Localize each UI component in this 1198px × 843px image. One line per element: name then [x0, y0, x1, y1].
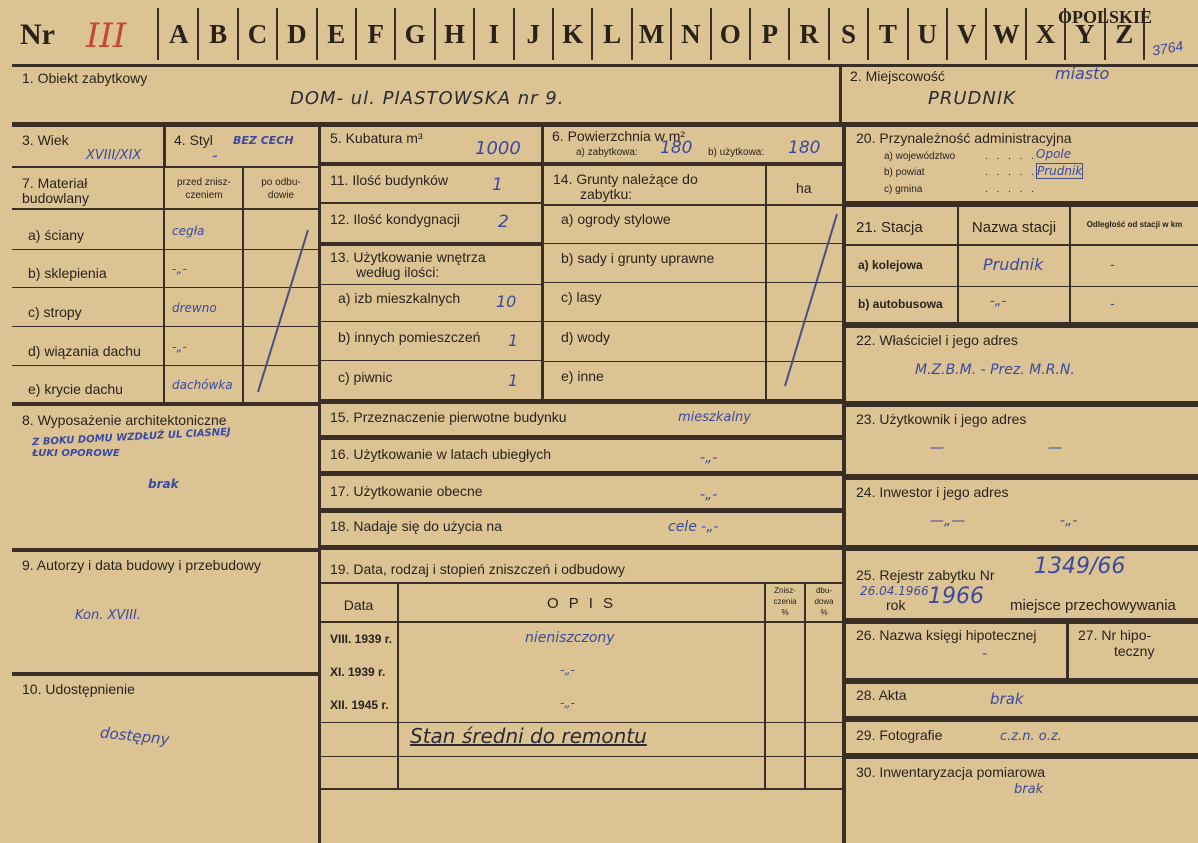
- field-4-value: BEZ CECH: [233, 134, 294, 147]
- index-letter: I: [488, 19, 500, 49]
- material-row-label: b) sklepienia: [28, 265, 107, 281]
- field-7-label-2: budowlany: [22, 190, 89, 206]
- field-25-nr-value: 1349/66: [1034, 554, 1126, 579]
- field-8-line1: Z BOKU DOMU WZDŁUŻ UL CIASNEJ: [31, 426, 231, 449]
- index-letter: F: [367, 19, 384, 49]
- field-22-label: 22. Właściciel i jego adres: [856, 332, 1018, 348]
- field-5-value: 1000: [475, 138, 521, 159]
- field-17-value: -„-: [700, 487, 718, 503]
- rule: [12, 672, 318, 676]
- index-letter: R: [799, 19, 819, 49]
- index-letter: D: [287, 19, 307, 49]
- damage-row-date: XII. 1945 r.: [330, 698, 389, 712]
- field-11-label: 11. Ilość budynków: [330, 172, 449, 188]
- field-14-label-2: zabytku:: [580, 186, 633, 202]
- field-2-label: 2. Miejscowość: [850, 68, 945, 84]
- rule: [318, 242, 542, 246]
- field-30-label: 30. Inwentaryzacja pomiarowa: [856, 764, 1046, 780]
- damage-row-opis: -„-: [560, 696, 575, 710]
- field-25-date-value: 26.04.1966: [860, 584, 929, 598]
- field-2-note: miasto: [1055, 64, 1110, 83]
- index-letter: E: [327, 19, 346, 49]
- damage-row-date: XI. 1939 r.: [330, 665, 386, 679]
- rule: [318, 284, 542, 285]
- admin-row-dots: . . . . .: [985, 151, 1038, 162]
- field-3-label: 3. Wiek: [22, 132, 69, 148]
- index-letter: H: [443, 19, 465, 49]
- index-letter: M: [638, 19, 665, 49]
- land-row-label: e) inne: [561, 368, 604, 384]
- index-letter: Y: [1075, 19, 1095, 49]
- index-letter: V: [956, 19, 977, 49]
- index-letter: L: [603, 19, 622, 49]
- field-27-label-1: 27. Nr hipo-: [1078, 627, 1152, 643]
- strike-line: [767, 206, 842, 400]
- field-25-label: 25. Rejestr zabytku Nr: [856, 567, 995, 583]
- admin-row-label: b) powiat: [884, 167, 925, 178]
- field-13-label-2: według ilości:: [356, 264, 440, 280]
- rule: [318, 545, 842, 550]
- field-27-label-2: teczny: [1114, 643, 1155, 659]
- vline: [1066, 622, 1069, 680]
- field-29-value: c.z.n. o.z.: [1000, 729, 1062, 744]
- strike-line: [244, 210, 318, 400]
- interior-row-label: c) piwnic: [338, 369, 393, 385]
- field-19-col-odbud-1: dbu-: [815, 586, 832, 595]
- region-label: OPOLSKIE: [1058, 7, 1153, 27]
- strike-line-mark: [785, 214, 837, 386]
- index-letter: T: [878, 19, 897, 49]
- field-8-line2: ŁUKI OPOROWE: [32, 448, 120, 459]
- vline: [839, 64, 842, 124]
- field-7-col-after-1: po odbu-: [261, 177, 301, 188]
- rule: [318, 471, 842, 476]
- material-row-value: dachówka: [172, 378, 233, 392]
- rule: [318, 435, 842, 440]
- corner-number: 3764: [1150, 37, 1185, 59]
- land-row-label: a) ogrody stylowe: [561, 211, 671, 227]
- interior-row-value: 1: [508, 331, 519, 350]
- field-19-col-odbud-3: %: [820, 608, 828, 617]
- admin-row-label: c) gmina: [884, 184, 923, 195]
- rule: [846, 716, 1198, 722]
- rule: [846, 286, 1198, 287]
- field-25-rok-label: rok: [886, 597, 906, 613]
- interior-row-label: a) izb mieszkalnych: [338, 290, 461, 306]
- rule: [846, 401, 1198, 407]
- admin-row-label: a) województwo: [884, 151, 956, 162]
- damage-row-opis: nieniszczony: [525, 630, 615, 646]
- field-23-label: 23. Użytkownik i jego adres: [856, 411, 1027, 427]
- field-21-col-dist: Odległość od stacji w km: [1086, 220, 1183, 229]
- field-19-col-znisz-1: Znisz-: [774, 586, 796, 595]
- material-row-label: c) stropy: [28, 304, 82, 320]
- rule: [846, 201, 1198, 207]
- rule: [318, 756, 842, 757]
- damage-row-opis: -„-: [560, 663, 575, 677]
- material-row-label: d) wiązania dachu: [28, 343, 141, 359]
- field-9-label: 9. Autorzy i data budowy i przebudowy: [22, 557, 261, 573]
- field-6-uzyt-value: 180: [788, 138, 821, 158]
- rule: [846, 322, 1198, 328]
- field-6-uzyt-label: b) użytkowa:: [708, 147, 765, 158]
- field-17-label: 17. Użytkowanie obecne: [330, 483, 483, 499]
- admin-row-dots: . . . . .: [985, 184, 1038, 195]
- admin-row-value: Prudnik: [1037, 164, 1083, 178]
- index-letter: O: [719, 19, 741, 49]
- rule: [12, 166, 318, 168]
- field-19-col-znisz-3: %: [781, 608, 789, 617]
- field-25-rok-value: 1966: [928, 584, 984, 609]
- rule: [12, 64, 1198, 67]
- station-row-dist: -: [1110, 297, 1115, 312]
- field-19-col-odbud-2: dowa: [814, 597, 834, 606]
- field-16-value: -„-: [700, 450, 718, 466]
- rule: [846, 753, 1198, 759]
- field-10-label: 10. Udostępnienie: [22, 681, 135, 697]
- rule: [846, 474, 1198, 480]
- index-letter: K: [562, 19, 584, 49]
- vline: [163, 168, 165, 404]
- field-18-label: 18. Nadaje się do użycia na: [330, 518, 502, 534]
- field-24-value-2: -„-: [1060, 513, 1078, 529]
- field-5-label: 5. Kubatura m³: [330, 130, 423, 146]
- field-7-col-before-2: czeniem: [185, 190, 223, 201]
- rule: [846, 545, 1198, 551]
- material-row-label: e) krycie dachu: [28, 381, 123, 397]
- index-letter: C: [247, 19, 268, 49]
- field-6-zab-value: 180: [660, 138, 693, 158]
- station-row-name: -„-: [990, 294, 1007, 309]
- field-19-col-opis: O P I S: [546, 595, 617, 612]
- field-25-storage-label: miejsce przechowywania: [1010, 597, 1176, 614]
- damage-row-date: VIII. 1939 r.: [330, 632, 393, 646]
- interior-row-label: b) innych pomieszczeń: [338, 329, 481, 345]
- nr-value: III: [86, 16, 127, 56]
- index-letter: X: [1035, 19, 1056, 49]
- field-12-value: 2: [498, 212, 509, 232]
- rule: [318, 162, 842, 166]
- field-30-value: brak: [1014, 782, 1044, 797]
- field-2-value: PRUDNIK: [928, 88, 1016, 109]
- rule: [12, 402, 318, 406]
- field-11-value: 1: [492, 175, 503, 195]
- field-29-label: 29. Fotografie: [856, 727, 943, 743]
- rule: [318, 788, 842, 790]
- field-21-label: 21. Stacja: [856, 219, 923, 236]
- field-26-label: 26. Nazwa księgi hipotecznej: [856, 627, 1037, 643]
- field-10-value: dostępny: [99, 723, 171, 749]
- rule: [12, 548, 318, 552]
- field-7-col-after-2: dowie: [267, 190, 295, 201]
- index-letter: S: [840, 19, 856, 49]
- interior-row-value: 1: [508, 371, 519, 390]
- field-14-unit: ha: [796, 180, 812, 196]
- field-6-zab-label: a) zabytkowa:: [576, 147, 638, 158]
- field-7-label-1: 7. Materiał: [22, 175, 88, 191]
- station-row-label: a) kolejowa: [858, 258, 923, 272]
- field-22-value: M.Z.B.M. - Prez. M.R.N.: [915, 362, 1075, 378]
- strike-line-mark: [258, 230, 308, 392]
- index-letter: U: [917, 19, 938, 49]
- field-1-label: 1. Obiekt zabytkowy: [22, 70, 148, 86]
- field-21-col-name: Nazwa stacji: [971, 219, 1057, 236]
- field-4-label: 4. Styl: [174, 132, 213, 148]
- field-18-value: cele -„-: [668, 519, 719, 535]
- field-28-label: 28. Akta: [856, 687, 907, 703]
- material-row-value: cegła: [172, 224, 205, 238]
- rule: [846, 678, 1198, 684]
- index-letter: J: [526, 19, 541, 49]
- field-19-summary: Stan średni do remontu: [410, 724, 647, 748]
- field-23-value-2: —: [1048, 440, 1062, 456]
- index-letter: A: [168, 19, 189, 49]
- field-8-label: 8. Wyposażenie architektoniczne: [22, 412, 227, 428]
- field-19-label: 19. Data, rodzaj i stopień zniszczeń i odbudowy: [330, 561, 625, 577]
- index-letter: B: [209, 19, 228, 49]
- land-row-label: c) lasy: [561, 289, 602, 305]
- field-9-value: Kon. XVIII.: [75, 608, 141, 623]
- material-row-value: drewno: [172, 301, 217, 315]
- station-row-name: Prudnik: [983, 255, 1044, 274]
- index-letter: W: [992, 19, 1020, 49]
- index-letter: P: [761, 19, 778, 49]
- field-15-value: mieszkalny: [678, 410, 751, 425]
- field-24-value-1: —„—: [930, 513, 966, 529]
- rule: [318, 399, 842, 404]
- field-1-value: DOM- ul. PIASTOWSKA nr 9.: [290, 88, 565, 109]
- field-28-value: brak: [990, 690, 1024, 708]
- field-20-label: 20. Przynależność administracyjna: [856, 130, 1072, 146]
- rule: [318, 321, 542, 322]
- field-19-col-znisz-2: czenia: [773, 597, 797, 606]
- admin-row-value: Opole: [1036, 147, 1072, 161]
- interior-row-value: 10: [496, 292, 517, 311]
- material-row-value: -„-: [172, 262, 187, 276]
- vline: [318, 126, 321, 843]
- admin-row-dots: . . . . .: [985, 167, 1038, 178]
- field-14-label-1: 14. Grunty należące do: [553, 171, 698, 187]
- rule: [318, 621, 842, 623]
- vline: [842, 126, 846, 843]
- field-7-col-before-1: przed znisz-: [177, 177, 231, 188]
- field-4-dash: -: [212, 146, 218, 165]
- index-letter: N: [681, 19, 701, 49]
- field-24-label: 24. Inwestor i jego adres: [856, 484, 1009, 500]
- index-letter: Z: [1115, 19, 1134, 49]
- field-19-col-date: Data: [343, 597, 374, 613]
- field-23-value-1: —: [930, 440, 944, 456]
- field-8-line3: brak: [148, 477, 179, 491]
- station-row-dist: -: [1110, 258, 1115, 273]
- vline: [397, 582, 399, 790]
- field-13-label-1: 13. Użytkowanie wnętrza: [330, 249, 486, 265]
- rule: [846, 244, 1198, 246]
- rule: [318, 202, 542, 204]
- rule: [318, 722, 842, 723]
- rule: [846, 618, 1198, 624]
- nr-label: Nr: [20, 18, 55, 51]
- material-row-label: a) ściany: [28, 227, 85, 243]
- field-6-label: 6. Powierzchnia w m²: [552, 128, 686, 144]
- land-row-label: b) sady i grunty uprawne: [561, 250, 715, 266]
- vline: [163, 126, 166, 168]
- station-row-label: b) autobusowa: [858, 297, 943, 311]
- field-26-value: -: [982, 646, 988, 662]
- rule: [12, 122, 1198, 127]
- field-3-value: XVIII/XIX: [86, 148, 142, 163]
- land-row-label: d) wody: [561, 329, 611, 345]
- field-12-label: 12. Ilość kondygnacji: [330, 211, 460, 227]
- rule: [318, 508, 842, 513]
- field-15-label: 15. Przeznaczenie pierwotne budynku: [330, 409, 567, 425]
- material-row-value: -„-: [172, 340, 187, 354]
- rule: [318, 360, 542, 361]
- index-letter: G: [404, 19, 426, 49]
- field-16-label: 16. Użytkowanie w latach ubiegłych: [330, 446, 552, 462]
